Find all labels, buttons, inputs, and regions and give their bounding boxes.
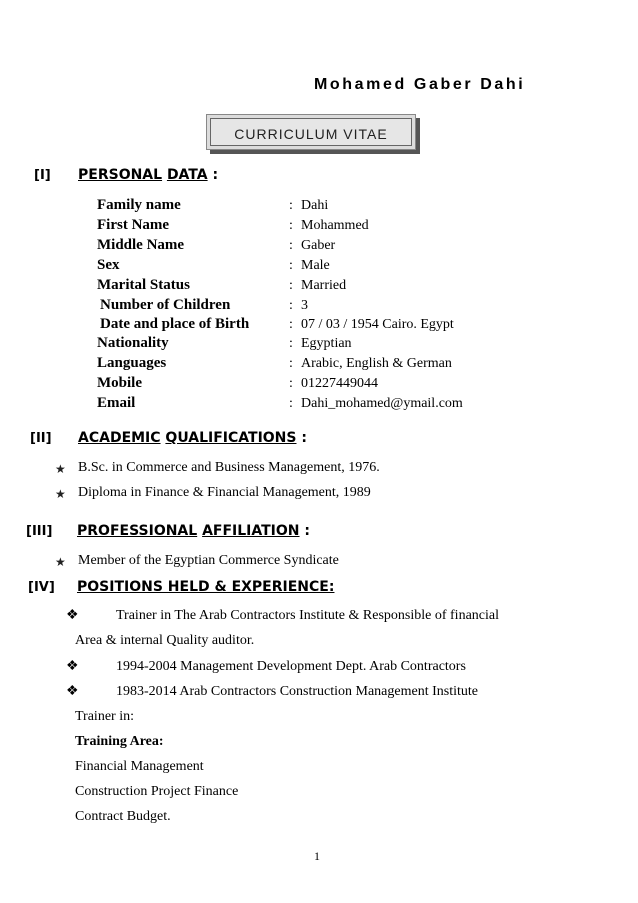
value-number-of-children: 3 xyxy=(301,298,308,313)
colon: : xyxy=(289,356,293,371)
trainer-in-label: Trainer in: xyxy=(75,709,134,724)
colon: : xyxy=(289,298,293,313)
list-item: Diploma in Finance & Financial Management, 1989 xyxy=(78,485,371,500)
section-title-part: QUALIFICATIONS xyxy=(165,430,297,446)
cv-title-box xyxy=(206,114,416,150)
label-number-of-children: Number of Children xyxy=(100,297,231,313)
cv-title: CURRICULUM VITAE xyxy=(234,126,388,142)
diamond-icon: ❖ xyxy=(66,684,79,699)
star-icon: ★ xyxy=(55,462,66,476)
label-first-name: First Name xyxy=(97,217,170,233)
section-number: [I] xyxy=(34,168,51,183)
colon: : xyxy=(289,238,293,253)
colon: : xyxy=(289,336,293,351)
value-family-name: Dahi xyxy=(301,198,329,213)
section-title-part: ACADEMIC xyxy=(78,430,161,446)
label-middle-name: Middle Name xyxy=(97,237,185,253)
value-date-place-of-birth: 07 / 03 / 1954 Cairo. Egypt xyxy=(301,317,454,332)
candidate-name: Mohamed Gaber Dahi xyxy=(314,76,526,93)
section-title-colon: : xyxy=(207,167,219,183)
value-first-name: Mohammed xyxy=(301,218,369,233)
list-item: Trainer in The Arab Contractors Institute & Responsible of financial xyxy=(116,608,499,623)
list-item: B.Sc. in Commerce and Business Management, 1976. xyxy=(78,460,380,475)
list-item-continuation: Area & internal Quality auditor. xyxy=(75,633,255,648)
diamond-icon: ❖ xyxy=(66,659,79,674)
value-mobile: 01227449044 xyxy=(301,376,378,391)
label-email: Email xyxy=(97,395,136,411)
star-icon: ★ xyxy=(55,487,66,501)
training-area-item: Financial Management xyxy=(75,759,204,774)
section-title-part: AFFILIATION xyxy=(202,523,300,539)
section-title-part: PROFESSIONAL xyxy=(77,523,198,539)
colon: : xyxy=(289,278,293,293)
list-item: 1994-2004 Management Development Dept. Arab Contractors xyxy=(116,659,466,674)
section-title-academic xyxy=(78,430,307,446)
list-item: 1983-2014 Arab Contractors Construction Management Institute xyxy=(116,684,478,699)
list-item: Member of the Egyptian Commerce Syndicate xyxy=(78,553,339,568)
cv-title-inner xyxy=(210,118,412,146)
section-number: [IV] xyxy=(28,580,55,595)
star-icon: ★ xyxy=(55,555,66,569)
label-sex: Sex xyxy=(97,257,120,273)
label-mobile: Mobile xyxy=(97,375,142,391)
diamond-icon: ❖ xyxy=(66,608,79,623)
value-email: Dahi_mohamed@ymail.com xyxy=(301,396,463,411)
label-date-place-of-birth: Date and place of Birth xyxy=(100,316,250,332)
page-number: 1 xyxy=(314,849,320,863)
colon: : xyxy=(289,376,293,391)
training-area-item: Construction Project Finance xyxy=(75,784,239,799)
section-number: [III] xyxy=(26,524,53,539)
section-title-personal xyxy=(78,167,218,183)
section-title-professional xyxy=(77,523,310,539)
colon: : xyxy=(289,218,293,233)
colon: : xyxy=(289,258,293,273)
label-marital-status: Marital Status xyxy=(97,277,190,293)
label-languages: Languages xyxy=(97,355,167,371)
section-title-positions: POSITIONS HELD & EXPERIENCE: xyxy=(77,579,335,595)
label-nationality: Nationality xyxy=(97,335,169,351)
section-number: [II] xyxy=(30,431,52,446)
value-middle-name: Gaber xyxy=(301,238,336,253)
training-area-label: Training Area: xyxy=(75,734,164,749)
value-nationality: Egyptian xyxy=(301,336,352,351)
training-area-item: Contract Budget. xyxy=(75,809,171,824)
value-languages: Arabic, English & German xyxy=(301,356,452,371)
section-title-colon: : xyxy=(299,523,310,539)
colon: : xyxy=(289,317,293,332)
colon: : xyxy=(289,396,293,411)
label-family-name: Family name xyxy=(97,197,181,213)
section-title-part: PERSONAL xyxy=(78,167,163,183)
section-title-part: DATA xyxy=(166,167,208,183)
value-marital-status: Married xyxy=(301,278,347,293)
value-sex: Male xyxy=(301,258,330,273)
colon: : xyxy=(289,198,293,213)
section-title-colon: : xyxy=(296,430,307,446)
